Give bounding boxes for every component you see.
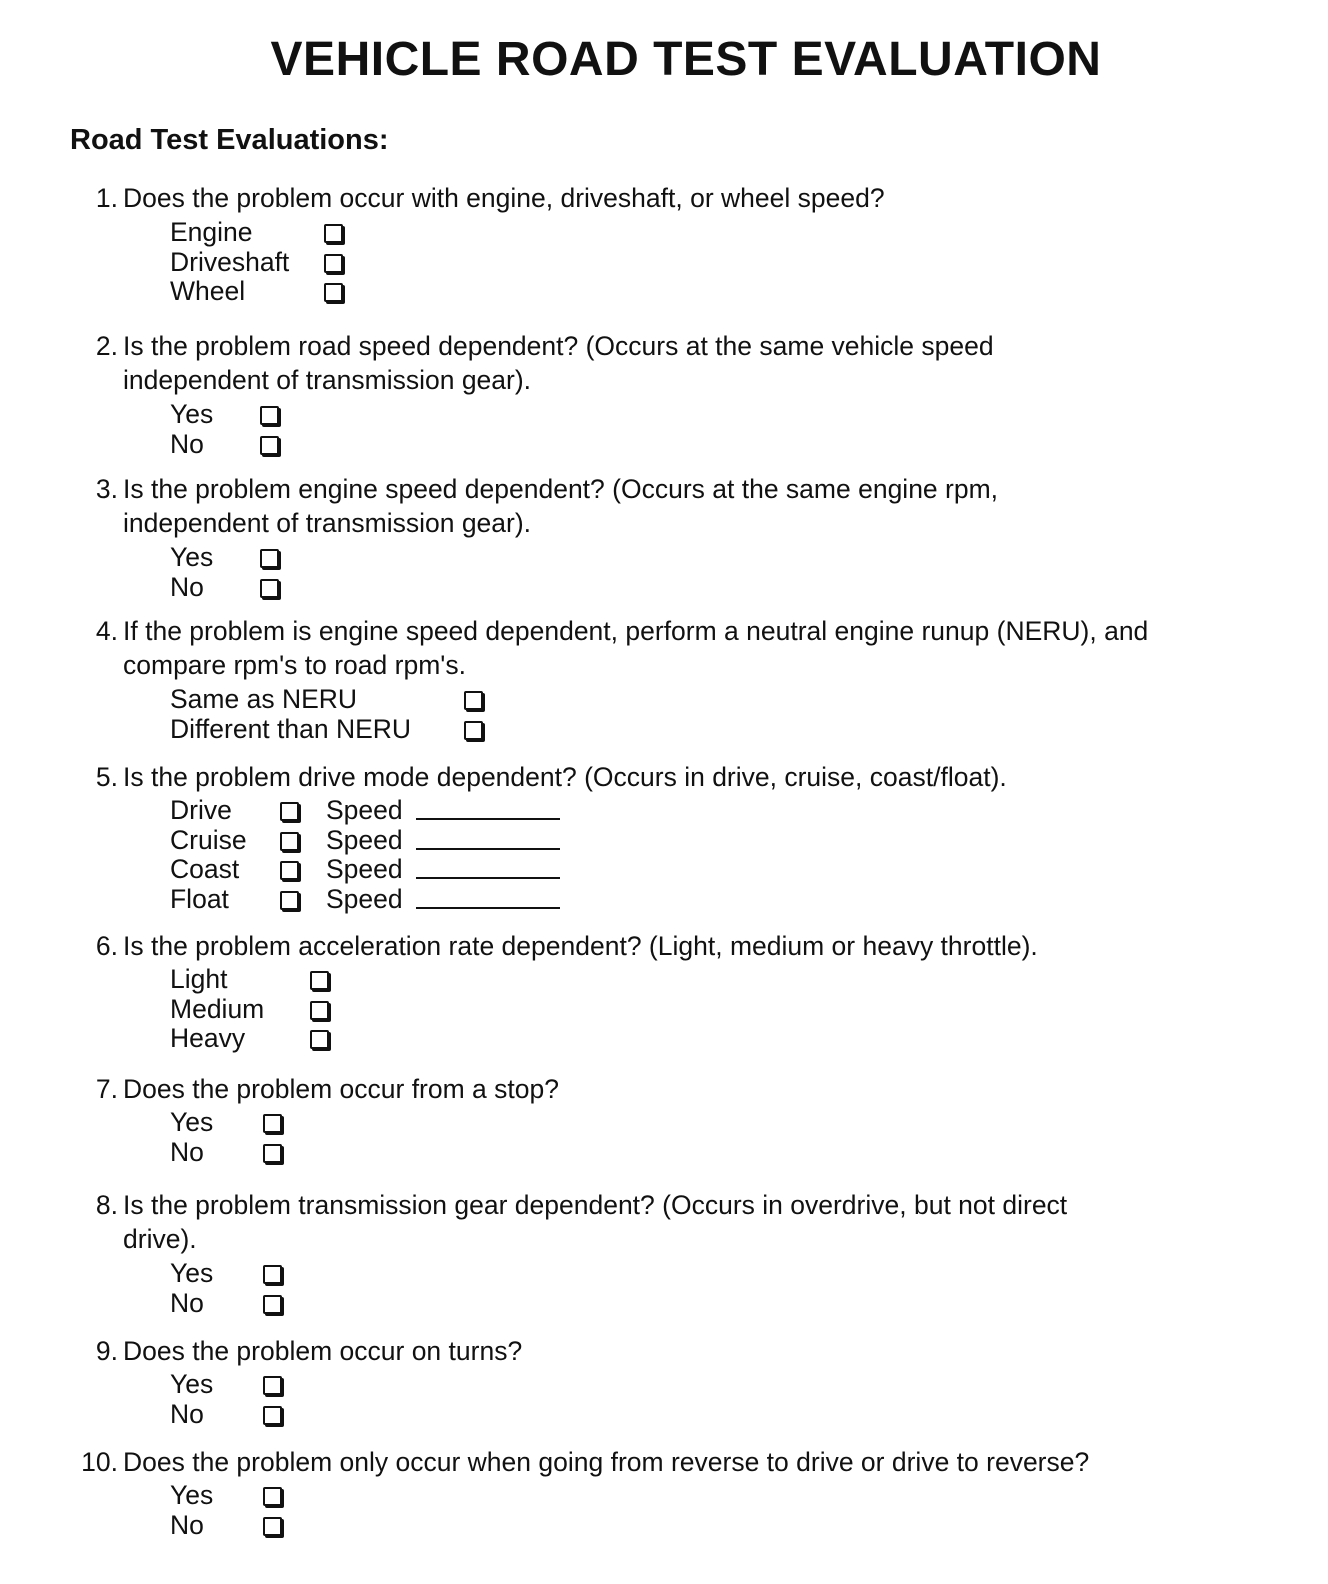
checkbox-no[interactable] [263,1144,282,1163]
option-label: Coast [170,854,240,884]
speed-label: Speed [326,795,403,825]
speed-label: Speed [326,824,403,855]
page-title: VEHICLE ROAD TEST EVALUATION [270,33,1102,86]
option-label: Same as NERU [170,684,358,714]
question-number: 2. [95,331,118,361]
option-label: Wheel [170,276,246,306]
checkbox-no[interactable] [263,1517,282,1536]
speed-label: Speed [326,854,403,884]
speed-field-coast[interactable] [416,877,560,879]
option-label: Driveshaft [170,246,290,277]
question-text: Is the problem transmission gear dependent? (Occurs in overdrive, but not direct drive). [123,1190,1068,1254]
checkbox-float[interactable] [280,891,299,910]
question-text: Is the problem acceleration rate dependent? (Light, medium or heavy throttle). [123,931,1038,961]
question-number: 5. [95,762,118,792]
checkbox-drive[interactable] [280,802,299,821]
checkbox-engine[interactable] [324,224,343,243]
option-label: No [170,571,204,602]
question-text: If the problem is engine speed dependent, perform a neutral engine runup (NERU), and compare rpm's to road rpm's. [123,616,1149,680]
checkbox-yes[interactable] [263,1265,282,1284]
option-label: Yes [170,1258,214,1288]
option-label: No [170,1136,204,1167]
question-number: 3. [95,474,118,504]
option-label: Yes [170,1369,214,1399]
question-number: 10. [81,1447,118,1477]
option-label: Yes [170,1107,214,1137]
option-label: No [170,1509,204,1540]
question-text: Does the problem only occur when going from reverse to drive or drive to reverse? [123,1447,1090,1477]
checkbox-yes[interactable] [260,549,279,568]
checkbox-same-as-neru[interactable] [464,691,483,710]
option-label: Yes [170,542,214,572]
checkbox-coast[interactable] [280,861,299,880]
question-number: 4. [95,616,118,646]
option-label: Different than NERU [170,713,412,744]
option-label: Cruise [170,824,247,855]
checkbox-medium[interactable] [310,1001,329,1020]
option-label: Medium [170,993,265,1024]
speed-label: Speed [326,883,403,914]
checkbox-heavy[interactable] [310,1030,329,1049]
question-text: Is the problem drive mode dependent? (Occurs in drive, cruise, coast/float). [123,762,1007,792]
question-number: 6. [95,931,118,961]
question-text: Does the problem occur with engine, driveshaft, or wheel speed? [123,183,885,213]
question-number: 8. [95,1190,118,1220]
checkbox-no[interactable] [260,436,279,455]
option-label: No [170,1287,204,1318]
section-heading: Road Test Evaluations: [70,124,389,156]
question-number: 7. [95,1074,118,1104]
checkbox-yes[interactable] [263,1376,282,1395]
option-label: No [170,1398,204,1429]
question-text: Is the problem engine speed dependent? (Occurs at the same engine rpm, independent of transmission gear). [123,474,999,538]
question-text: Does the problem occur on turns? [123,1336,523,1366]
checkbox-cruise[interactable] [280,832,299,851]
speed-field-drive[interactable] [416,818,560,820]
speed-field-cruise[interactable] [416,848,560,850]
option-label: Yes [170,1480,214,1510]
checkbox-light[interactable] [310,971,329,990]
checkbox-no[interactable] [263,1295,282,1314]
option-label: Engine [170,217,253,247]
checkbox-no[interactable] [260,579,279,598]
option-label: Light [170,964,228,994]
checkbox-wheel[interactable] [324,283,343,302]
option-label: Drive [170,795,232,825]
checkbox-yes[interactable] [260,406,279,425]
checkbox-different-than-neru[interactable] [464,721,483,740]
checkbox-yes[interactable] [263,1487,282,1506]
option-label: Yes [170,399,214,429]
option-label: Float [170,883,229,914]
option-label: Heavy [170,1023,246,1053]
option-label: No [170,428,204,459]
checkbox-no[interactable] [263,1406,282,1425]
checkbox-driveshaft[interactable] [324,254,343,273]
question-number: 1. [95,183,118,213]
question-number: 9. [95,1336,118,1366]
question-text: Is the problem road speed dependent? (Occurs at the same vehicle speed independent of transmission gear). [123,331,994,395]
speed-field-float[interactable] [416,907,560,909]
checkbox-yes[interactable] [263,1114,282,1133]
question-text: Does the problem occur from a stop? [123,1074,559,1104]
